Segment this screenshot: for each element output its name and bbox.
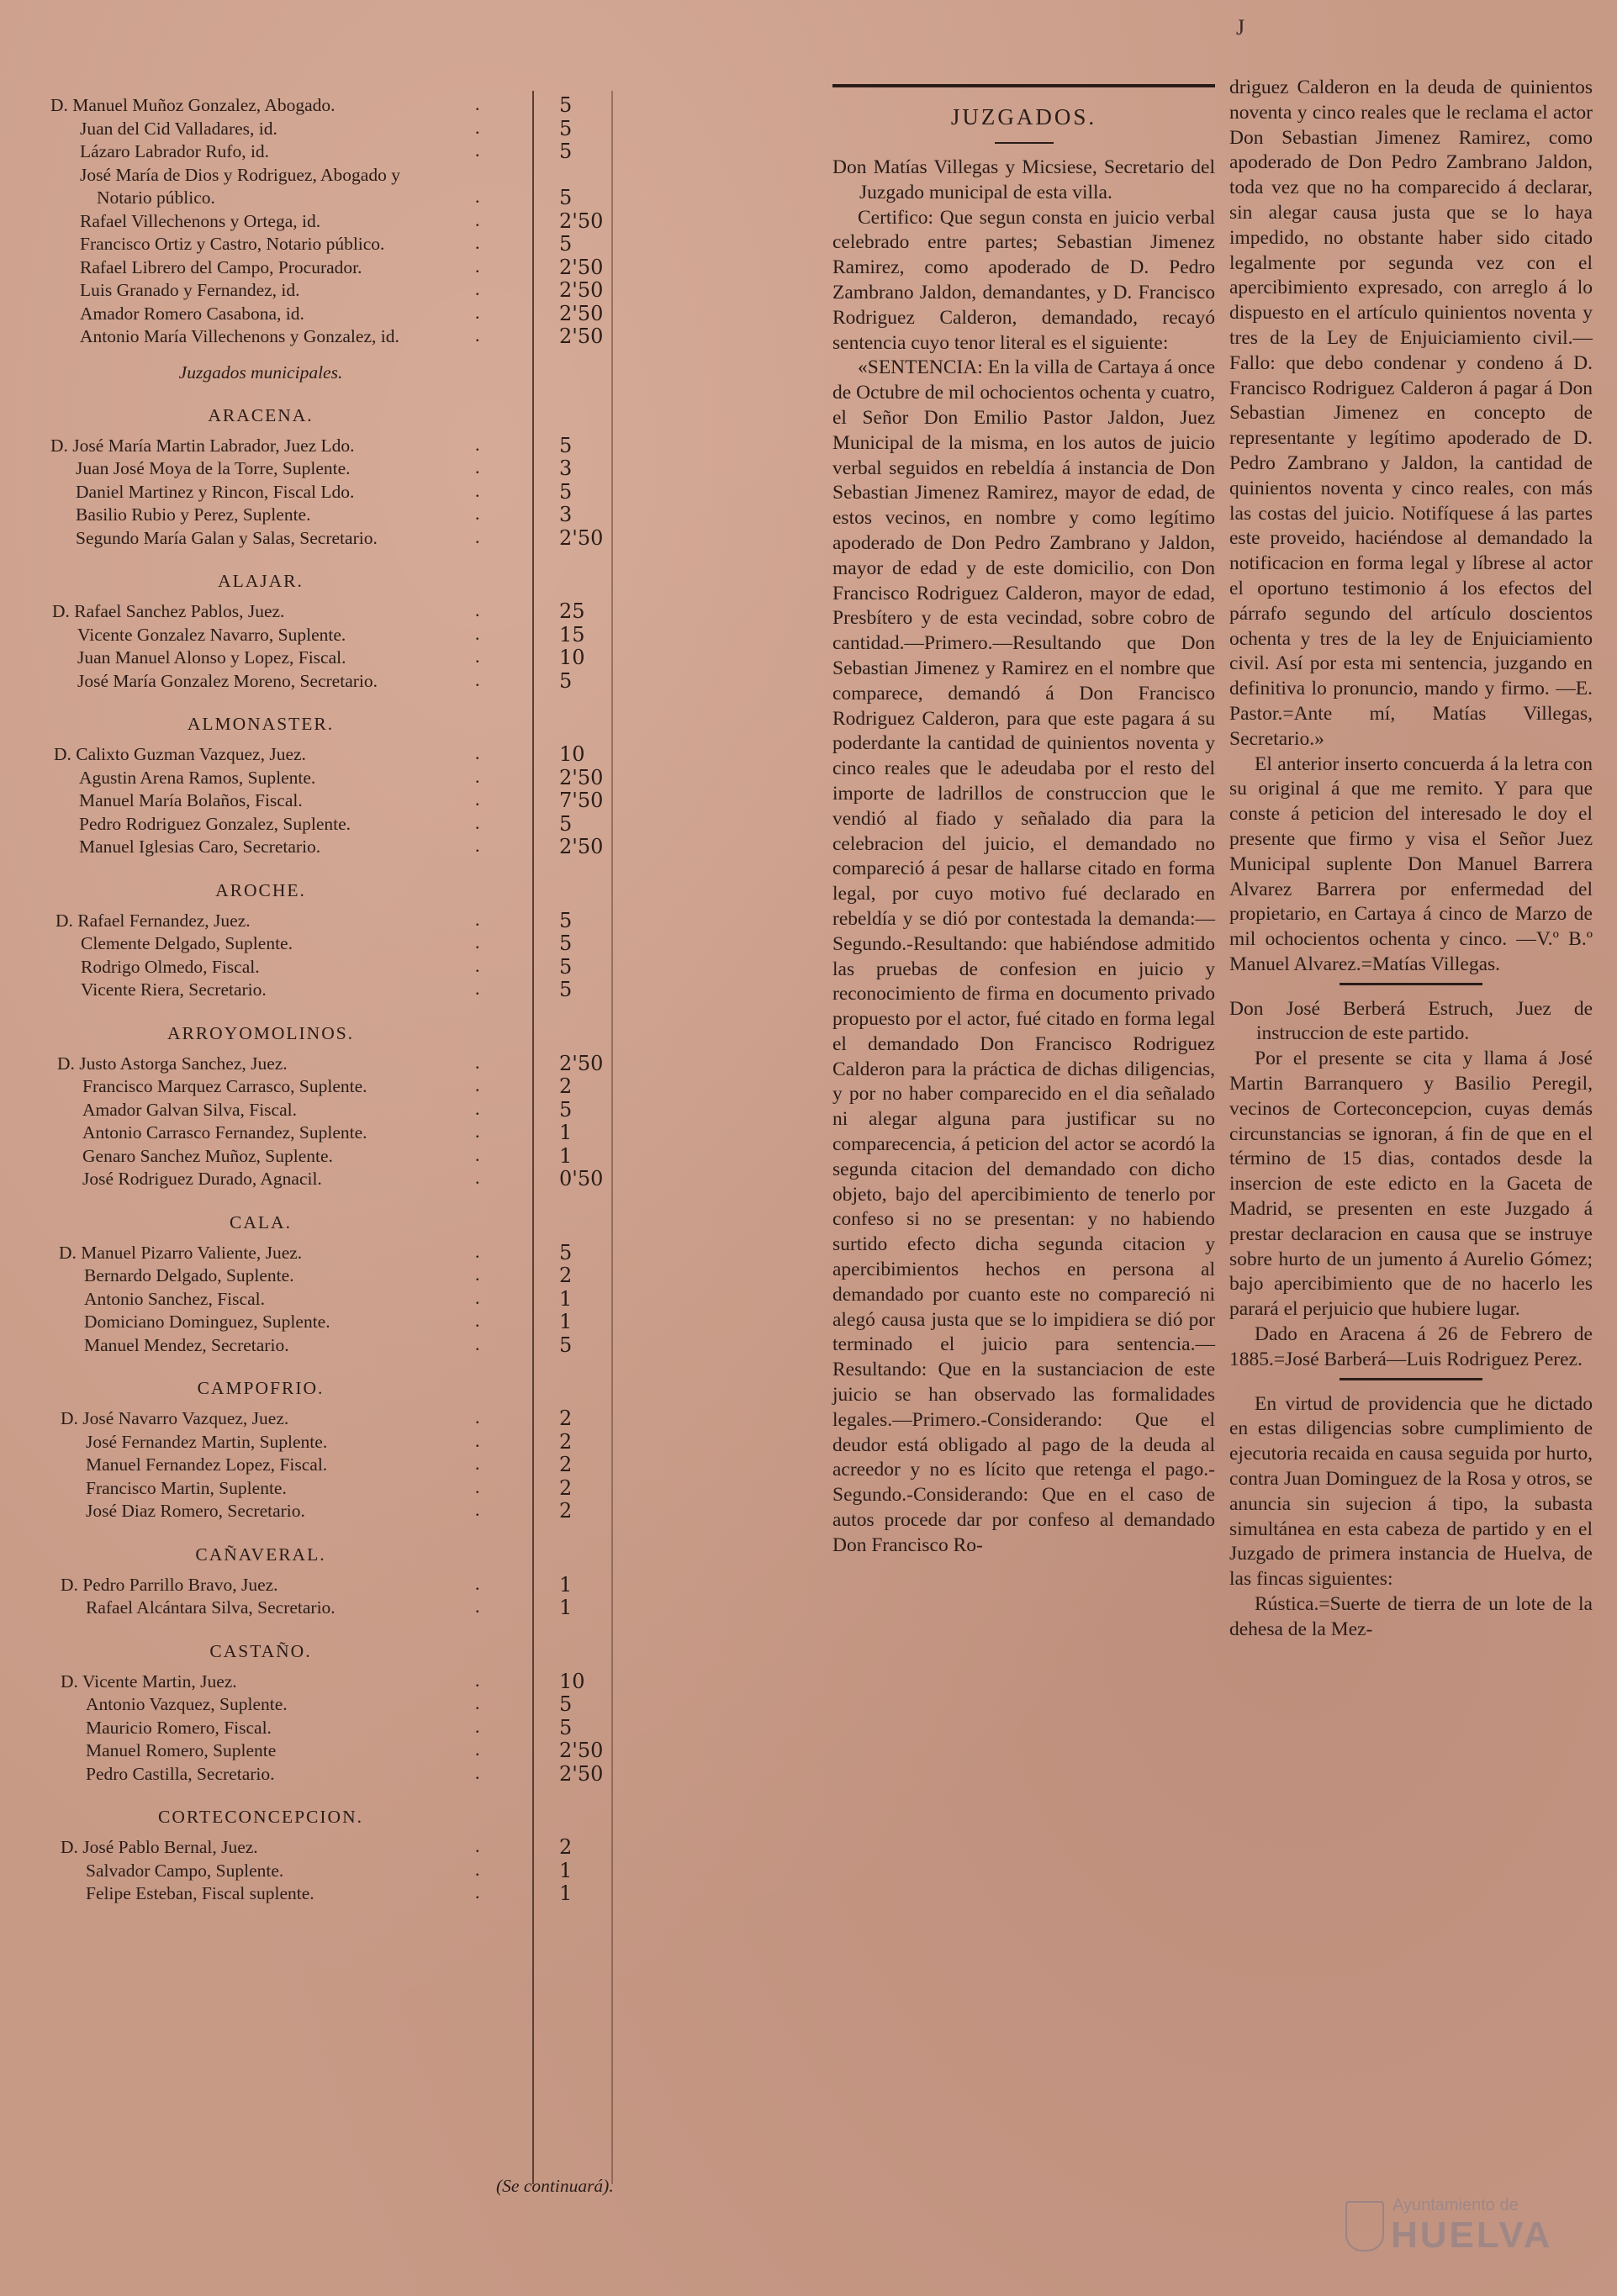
appointee-amount: 1 — [559, 1286, 573, 1311]
appointee-amount: 2'50 — [559, 208, 604, 233]
appointment-entry — [50, 1242, 614, 1265]
appointee-name: José Diaz Romero, Secretario. — [86, 1501, 305, 1521]
appointment-entry — [50, 1717, 614, 1740]
appointee-amount: 1 — [559, 1858, 573, 1882]
leader-dot: . — [475, 1596, 480, 1617]
appointee-name: Francisco Marquez Carrasco, Suplente. — [82, 1076, 367, 1096]
appointee-name: D. Calixto Guzman Vazquez, Juez. — [54, 744, 306, 764]
appointments-list — [50, 94, 614, 1918]
leader-dot: . — [475, 1572, 480, 1594]
appointee-amount: 5 — [559, 93, 573, 117]
appointee-amount: 2'50 — [559, 1739, 604, 1762]
leader-dot: . — [475, 116, 480, 138]
appointee-amount: 7'50 — [559, 789, 604, 812]
stamp-line-1: Ayuntamiento de — [1392, 2196, 1519, 2214]
leader-dot: . — [475, 278, 480, 299]
appointee-name: Pedro Castilla, Secretario. — [86, 1763, 275, 1784]
leader-dot: . — [475, 1143, 480, 1165]
appointee-name: José Rodriguez Durado, Agnacil. — [82, 1169, 322, 1189]
appointee-amount: 2 — [559, 1475, 573, 1500]
appointee-amount: 2 — [559, 1407, 573, 1430]
appointee-amount: 5 — [559, 1692, 573, 1716]
appointee-amount: 5 — [559, 1333, 573, 1357]
leader-dot: . — [475, 1475, 480, 1497]
appointee-amount: 5 — [559, 1240, 573, 1264]
edicts-column — [1229, 76, 1593, 1643]
town-heading: CAÑAVERAL. — [195, 1544, 326, 1565]
appointee-name: Lázaro Labrador Rufo, id. — [80, 141, 270, 161]
appointment-entry — [50, 1053, 614, 1076]
certification-text: Certifico: Que segun consta en juicio verbal celebrado entre partes; Sebastian Jimenez Ramirez, como apoderado de D. Pedro Zambrano Jaldon, demandantes, y D. Francisco Rodriguez Calderon, demandado, recayó sentencia cuyo tenor literal es el siguiente: — [832, 206, 1215, 354]
appointee-amount: 1 — [559, 1882, 573, 1905]
appointee-name: D. José Navarro Vazquez, Juez. — [61, 1408, 289, 1428]
section-gap — [50, 1191, 614, 1203]
appointee-name: Amador Romero Casabona, id. — [80, 303, 304, 324]
leader-dot: . — [475, 1715, 480, 1737]
appointment-entry — [50, 94, 614, 118]
summons-text: Por el presente se cita y llama á José Martin Barranquero y Basilio Peregil, vecinos de Corteconcepcion, cuyas demás circunstancias se ignoran, á fin de que en el término de 15 dias, contados desde la insercion de este edicto en la Gaceta de Madrid, se presenten en este Juzgado á prestar declaracion en causa que se instruye sobre hurto de un jumento á Aurelio Gómez; bajo apercibimiento que de no hacerlo les parará el perjuicio que hubiere lugar. — [1229, 1048, 1593, 1321]
appointment-entry — [50, 979, 614, 1002]
appointee-name: Juan José Moya de la Torre, Suplente. — [76, 458, 351, 478]
appointee-amount: 0'50 — [559, 1167, 604, 1190]
appointee-amount: 5 — [559, 668, 573, 693]
appointee-name: Juan Manuel Alonso y Lopez, Fiscal. — [77, 647, 346, 668]
town-heading: CALA. — [230, 1211, 292, 1232]
separator-rule — [1340, 983, 1482, 985]
appointment-entry — [50, 1574, 614, 1597]
appointee-amount: 1 — [559, 1596, 573, 1619]
appointment-entry — [50, 1168, 614, 1191]
appointee-amount: 10 — [559, 646, 585, 669]
appointment-entry — [50, 600, 614, 624]
section-gap — [50, 550, 614, 562]
appointee-name: Francisco Martin, Suplente. — [86, 1477, 287, 1498]
appointee-amount: 2'50 — [559, 1051, 604, 1075]
appointee-amount: 2'50 — [559, 835, 604, 858]
appointee-amount: 2 — [559, 1429, 573, 1454]
appointment-entry — [50, 1693, 614, 1717]
top-rule — [832, 84, 1215, 87]
appointee-name: Rafael Villechenons y Ortega, id. — [80, 210, 321, 231]
appointee-name: Daniel Martinez y Rincon, Fiscal Ldo. — [76, 481, 355, 502]
leader-dot: . — [475, 1453, 480, 1474]
appointee-name: Notario público. — [97, 187, 215, 208]
appointee-name: Rafael Librero del Campo, Procurador. — [80, 256, 362, 277]
appointee-name: José María Gonzalez Moreno, Secretario. — [77, 670, 378, 691]
town-heading: ARACENA. — [208, 404, 314, 425]
appointee-amount: 5 — [559, 433, 573, 457]
appointee-name: Antonio Sanchez, Fiscal. — [84, 1288, 265, 1309]
leader-dot: . — [475, 835, 480, 856]
municipal-courts-subheading: Juzgados municipales. — [178, 362, 343, 383]
section-gap — [50, 1786, 614, 1797]
appointee-amount: 1 — [559, 1310, 573, 1333]
corner-mark: J — [1236, 15, 1245, 40]
appointee-name: Bernardo Delgado, Suplente. — [84, 1265, 294, 1285]
leader-dot: . — [475, 1264, 480, 1285]
leader-dot: . — [475, 457, 480, 478]
section-gap — [50, 693, 614, 705]
appointment-entry — [50, 1145, 614, 1169]
leader-dot: . — [475, 1739, 480, 1760]
appointment-entry — [50, 279, 614, 303]
leader-dot: . — [475, 1835, 480, 1856]
appointee-name: Salvador Campo, Suplente. — [86, 1860, 284, 1881]
appointee-amount: 2'50 — [559, 255, 604, 279]
appointment-entry — [50, 1882, 614, 1906]
appointee-amount: 2 — [559, 1499, 573, 1523]
town-heading: ARROYOMOLINOS. — [166, 1022, 355, 1043]
appointment-entry — [50, 1099, 614, 1122]
leader-dot: . — [475, 186, 480, 207]
appointment-entry — [50, 956, 614, 979]
appointee-amount: 5 — [559, 954, 573, 979]
appointee-name: Domiciano Dominguez, Suplente. — [84, 1312, 330, 1332]
appointment-entry — [50, 457, 614, 481]
leader-dot: . — [475, 811, 480, 833]
heading-rule — [995, 142, 1054, 144]
leader-dot: . — [475, 1882, 480, 1903]
leader-dot: . — [475, 668, 480, 690]
section-gap — [50, 859, 614, 871]
leader-dot: . — [475, 1051, 480, 1073]
judge-intro: Don José Berberá Estruch, Juez de instruccion de este partido. — [1229, 997, 1593, 1045]
leader-dot: . — [475, 932, 480, 953]
juzgados-heading: JUZGADOS. — [950, 104, 1097, 129]
appointment-entry — [50, 932, 614, 956]
leader-dot: . — [475, 140, 480, 161]
appointee-amount: 5 — [559, 932, 573, 955]
appointee-amount: 5 — [559, 186, 573, 209]
juzgados-column — [832, 84, 1215, 1559]
leader-dot: . — [475, 622, 480, 644]
appointment-entry — [50, 1739, 614, 1763]
appointee-amount: 1 — [559, 1143, 573, 1168]
leader-dot: . — [475, 301, 480, 323]
appointee-name: Juan del Cid Valladares, id. — [80, 118, 277, 139]
certification-closing: El anterior inserto concuerda á la letra con su original á que me remito. Y para que conste á peticion del interesado le doy el presente que firmo y visa el Señor Juez Municipal suplente Don Manuel Barrera Alvarez Barrera por enfermedad del propietario, en Cartaya á cinco de Marzo de mil ochocientos ochenta y cinco. —V.º B.º Manuel Alvarez.=Matías Villegas. — [1229, 752, 1593, 975]
appointee-name: Antonio Carrasco Fernandez, Suplente. — [82, 1122, 367, 1143]
leader-dot: . — [475, 1692, 480, 1713]
appointment-entry — [50, 1763, 614, 1787]
appointee-amount: 5 — [559, 116, 573, 140]
town-heading: CAMPOFRIO. — [197, 1378, 325, 1398]
leader-dot: . — [475, 479, 480, 501]
appointment-entry — [50, 813, 614, 837]
appointment-entry — [50, 1500, 614, 1523]
appointee-amount: 5 — [559, 140, 573, 163]
appointment-entry — [50, 527, 614, 551]
appointment-entry — [50, 1264, 614, 1288]
appointee-amount: 5 — [559, 908, 573, 932]
appointment-entry — [50, 647, 614, 670]
leader-dot: . — [475, 1074, 480, 1095]
leader-dot: . — [475, 646, 480, 667]
appointee-name: Manuel María Bolaños, Fiscal. — [79, 790, 303, 810]
appointee-name: Basilio Rubio y Perez, Suplente. — [76, 504, 311, 525]
leader-dot: . — [475, 1669, 480, 1691]
appointment-entry — [50, 1431, 614, 1454]
appointee-name: Manuel Iglesias Caro, Secretario. — [79, 837, 321, 857]
appointment-entry — [50, 670, 614, 694]
appointee-name: Manuel Fernandez Lopez, Fiscal. — [86, 1454, 328, 1475]
leader-dot: . — [475, 908, 480, 930]
appointment-entry — [50, 624, 614, 647]
appointment-entry — [50, 1836, 614, 1860]
leader-dot: . — [475, 93, 480, 114]
appointee-amount: 5 — [559, 232, 573, 256]
appointment-entry — [50, 140, 614, 164]
appointment-entry — [50, 118, 614, 141]
appointee-name: Rodrigo Olmedo, Fiscal. — [81, 956, 260, 977]
appointment-entry — [50, 1334, 614, 1358]
appointee-name: Genaro Sanchez Muñoz, Suplente. — [82, 1145, 333, 1166]
appointee-name: Clemente Delgado, Suplente. — [81, 933, 293, 953]
appointee-name: José Fernandez Martin, Suplente. — [86, 1431, 328, 1452]
appointment-entry — [50, 1311, 614, 1334]
appointee-amount: 2'50 — [559, 301, 604, 325]
appointment-entry — [50, 256, 614, 280]
leader-dot: . — [475, 525, 480, 547]
appointment-entry — [50, 743, 614, 767]
appointee-name: Luis Granado y Fernandez, id. — [80, 280, 300, 300]
appointee-amount: 2 — [559, 1453, 573, 1476]
leader-dot: . — [475, 954, 480, 976]
appointment-entry — [50, 1477, 614, 1501]
appointee-amount: 2'50 — [559, 325, 604, 348]
leader-dot: . — [475, 433, 480, 455]
appointment-entry — [50, 435, 614, 458]
appointee-name: Vicente Gonzalez Navarro, Suplente. — [77, 624, 346, 645]
appointment-entry — [50, 1075, 614, 1099]
leader-dot: . — [475, 599, 480, 620]
appointee-amount: 10 — [559, 742, 585, 766]
appointment-entry — [50, 910, 614, 933]
appointee-amount: 1 — [559, 1572, 573, 1597]
sentence-continuation: driguez Calderon en la deuda de quinientos noventa y cinco reales que le reclama el actor Don Sebastian Jimenez Ramirez, como apoderado de Don Pedro Zambrano Jaldon, toda vez que no ha comparecido á declarar, sin alegar causa justa que se lo haya impedido, no obstante haber sido citado legalmente por segunda vez con el apercibimiento expresado, con arreglo á lo dispuesto en el artículo quinientos noventa y tres de la Ley de Enjuiciamiento civil.—Fallo: que debo condenar y condeno á D. Francisco Rodriguez Calderon á pagar á Don Sebastian Jimenez en concepto de representante y legítimo apoderado de D. Pedro Zambrano y Jaldon, la cantidad de quinientos noventa y cinco reales, con más las costas del juicio. Notifíquese á las partes este proveido, haciéndose al demandado la notificacion en forma legal y líbrese al actor el oportuno testimonio á los efectos del párrafo segundo del artículo doscientos ochenta y tres de la ley de Enjuiciamiento civil. Así por esta mi sentencia, juzgando en definitiva lo pronuncio, mando y firmo. —E. Pastor.=Ante mí, Matías Villegas, Secretario.» — [1229, 77, 1593, 750]
leader-dot: . — [475, 1286, 480, 1308]
leader-dot: . — [475, 742, 480, 763]
appointment-entry — [50, 1288, 614, 1312]
appointee-amount: 5 — [559, 978, 573, 1001]
sentence-text: «SENTENCIA: En la villa de Cartaya á once de Octubre de mil ochocientos ochenta y cuatro, el Señor Don Emilio Pastor Jaldon, Juez Municipal de la misma, en los autos de juicio verbal seguidos en rebeldía á instancia de Don Sebastian Jimenez Ramirez, mayor de edad, de estos vecinos, en nombre y como legítimo apoderado de Don Pedro Zambrano y Jaldon, mayor de edad y de este domicilio, con Don Francisco Rodriguez Calderon, mayor de edad, Presbítero y de esta vecindad, sobre cobro de cantidad.—Primero.—Resultando que Don Sebastian Jimenez y Ramirez en el nombre que comparece, demandó á Don Francisco Rodriguez Calderon, para que este pagara á su poderdante la cantidad de quinientos noventa y cinco reales que le adeudaba por el resto del importe de ladrillos de construccion que le vendió al fiado y señalado dia para la celebracion del juicio, el demandado no compareció á pesar de hallarse citado en forma legal, por cuyo motivo fué declarado en rebeldía y se dió por contestada la demanda:—Segundo.-Resultando: que habiéndose admitido las pruebas de confesion en juicio y reconocimiento de firma en documento privado propuesto por el actor, fué citado en forma legal el demandado Don Francisco Rodriguez Calderon para la práctica de dichas diligencias, y por no haber comparecido en el dia señalado ni alegar alguna para justificar su no comparecencia, á peticion del actor se acordó la segunda citacion del demandado con dicho objeto, bajo del apercibimiento de tenerlo por confeso si no se presentan: y no habiendo surtido efecto dicha segunda citacion y apercibimientos hechos en persona al demandado por cuanto este no compareció ni alegó causa justa que se lo impidiera se dió por terminado el juicio para sentencia.—Resultando: Que en la sustanciacion de este juicio se han observado las formalidades legales.—Primero.-Considerando: Que el deudor está obligado al pago de la deuda al acreedor y no es lícito que retenga el pago.-Segundo.-Considerando: Que en el caso de autos procede dar por confeso al demandado Don Francisco Ro- — [832, 356, 1215, 1556]
appointment-entry — [50, 233, 614, 256]
appointee-amount: 3 — [559, 503, 573, 526]
appointee-name: D. Pedro Parrillo Bravo, Juez. — [61, 1574, 278, 1595]
leader-dot: . — [475, 1097, 480, 1119]
appointee-amount: 2 — [559, 1074, 573, 1098]
appointment-entry — [50, 325, 614, 349]
leader-dot: . — [475, 765, 480, 787]
appointment-entry — [50, 1122, 614, 1145]
appointment-entry — [50, 210, 614, 234]
leader-dot: . — [475, 1121, 480, 1142]
appointee-name: D. Vicente Martin, Juez. — [61, 1671, 237, 1692]
appointee-amount: 1 — [559, 1121, 573, 1144]
leader-dot: . — [475, 503, 480, 524]
appointee-amount: 3 — [559, 457, 573, 480]
section-gap — [50, 1906, 614, 1918]
leader-dot: . — [475, 789, 480, 810]
section-gap — [50, 1357, 614, 1369]
appointee-name: D. José Pablo Bernal, Juez. — [61, 1837, 258, 1857]
appointee-name: Felipe Esteban, Fiscal suplente. — [86, 1883, 314, 1903]
appointee-amount: 2'50 — [559, 1761, 604, 1786]
appointee-name: Mauricio Romero, Fiscal. — [86, 1717, 272, 1738]
auction-property: Rústica.=Suerte de tierra de un lote de la dehesa de la Mez- — [1229, 1593, 1593, 1640]
stamp-line-2: HUELVA — [1391, 2214, 1553, 2256]
leader-dot: . — [475, 255, 480, 277]
appointment-entry — [50, 1407, 614, 1431]
appointee-amount: 10 — [559, 1669, 585, 1693]
appointee-name: Rafael Alcántara Silva, Secretario. — [86, 1597, 336, 1618]
appointment-entry — [50, 1454, 614, 1477]
section-gap — [50, 1620, 614, 1632]
appointee-amount: 5 — [559, 1715, 573, 1739]
appointee-name: Segundo María Galan y Salas, Secretario. — [76, 527, 378, 548]
appointment-entry — [50, 767, 614, 790]
appointee-name: D. Justo Astorga Sanchez, Juez. — [57, 1053, 288, 1074]
leader-dot: . — [475, 1310, 480, 1331]
summons-date: Dado en Aracena á 26 de Febrero de 1885.=José Barberá—Luis Rodriguez Perez. — [1229, 1323, 1593, 1370]
appointee-name: Amador Galvan Silva, Fiscal. — [82, 1099, 297, 1120]
appointee-amount: 5 — [559, 811, 573, 836]
auction-notice: En virtud de providencia que he dictado en estas diligencias sobre cumplimiento de ejecutoria recaida en causa seguida por hurto, contra Juan Dominguez de la Rosa y otros, se anuncia sin sujecion á tipo, la subasta simultánea en esta cabeza de partido y en el Juzgado de primera instancia de Huelva, de las fincas siguientes: — [1229, 1392, 1593, 1591]
leader-dot: . — [475, 232, 480, 253]
leader-dot: . — [475, 978, 480, 999]
appointee-name: D. Manuel Pizarro Valiente, Juez. — [59, 1242, 303, 1263]
section-gap — [50, 1002, 614, 1014]
appointee-name: D. José María Martin Labrador, Juez Ldo. — [50, 435, 355, 456]
appointment-entry — [50, 481, 614, 504]
appointment-entry — [50, 789, 614, 813]
section-gap — [50, 1523, 614, 1535]
leader-dot: . — [475, 1167, 480, 1188]
leader-dot: . — [475, 1240, 480, 1262]
appointee-name: Manuel Romero, Suplente — [86, 1740, 277, 1760]
leader-dot: . — [475, 1761, 480, 1783]
appointment-entry — [50, 187, 614, 210]
appointee-amount: 15 — [559, 622, 585, 647]
town-heading: ALAJAR. — [218, 571, 304, 591]
appointee-name: Antonio Vazquez, Suplente. — [86, 1694, 288, 1714]
appointment-entry — [50, 836, 614, 859]
leader-dot: . — [475, 1858, 480, 1880]
appointee-amount: 5 — [559, 1097, 573, 1122]
appointee-name: Manuel Mendez, Secretario. — [84, 1334, 289, 1355]
town-heading: ALMONASTER. — [187, 714, 335, 734]
appointee-amount: 2'50 — [559, 525, 604, 550]
appointee-amount: 2'50 — [559, 765, 604, 789]
appointment-entry — [50, 1671, 614, 1694]
appointee-name: José María de Dios y Rodriguez, Abogado y — [80, 164, 400, 185]
town-heading: CORTECONCEPCION. — [158, 1807, 363, 1827]
secretary-intro: Don Matías Villegas y Micsiese, Secretario del Juzgado municipal de esta villa. — [832, 156, 1215, 203]
appointment-entry — [50, 164, 614, 187]
leader-dot: . — [475, 1333, 480, 1354]
town-heading: AROCHE. — [215, 879, 306, 900]
appointee-name: Vicente Riera, Secretario. — [81, 979, 267, 1000]
leader-dot: . — [475, 1499, 480, 1520]
continuation-note: (Se continuará). — [496, 2176, 614, 2196]
appointee-amount: 2 — [559, 1264, 573, 1287]
leader-dot: . — [475, 1407, 480, 1428]
crest-icon — [1345, 2201, 1384, 2251]
appointment-entry — [50, 303, 614, 326]
appointee-amount: 2'50 — [559, 278, 604, 302]
appointee-name: Agustin Arena Ramos, Suplente. — [79, 767, 316, 788]
appointee-name: D. Rafael Fernandez, Juez. — [55, 910, 251, 931]
appointment-entry — [50, 504, 614, 527]
appointee-amount: 5 — [559, 479, 573, 504]
appointee-name: Pedro Rodriguez Gonzalez, Suplente. — [79, 813, 351, 834]
appointee-amount: 25 — [559, 599, 585, 623]
leader-dot: . — [475, 325, 480, 346]
separator-rule — [1340, 1378, 1482, 1380]
appointee-name: D. Rafael Sanchez Pablos, Juez. — [52, 601, 285, 621]
appointee-amount: 2 — [559, 1835, 573, 1859]
town-heading: CASTAÑO. — [209, 1640, 312, 1661]
leader-dot: . — [475, 1429, 480, 1451]
appointment-entry — [50, 1597, 614, 1620]
appointee-name: Antonio María Villechenons y Gonzalez, id. — [80, 326, 399, 346]
leader-dot: . — [475, 208, 480, 230]
appointment-entry — [50, 1860, 614, 1883]
appointee-name: D. Manuel Muñoz Gonzalez, Abogado. — [50, 95, 336, 115]
appointee-name: Francisco Ortiz y Castro, Notario público. — [80, 234, 385, 254]
